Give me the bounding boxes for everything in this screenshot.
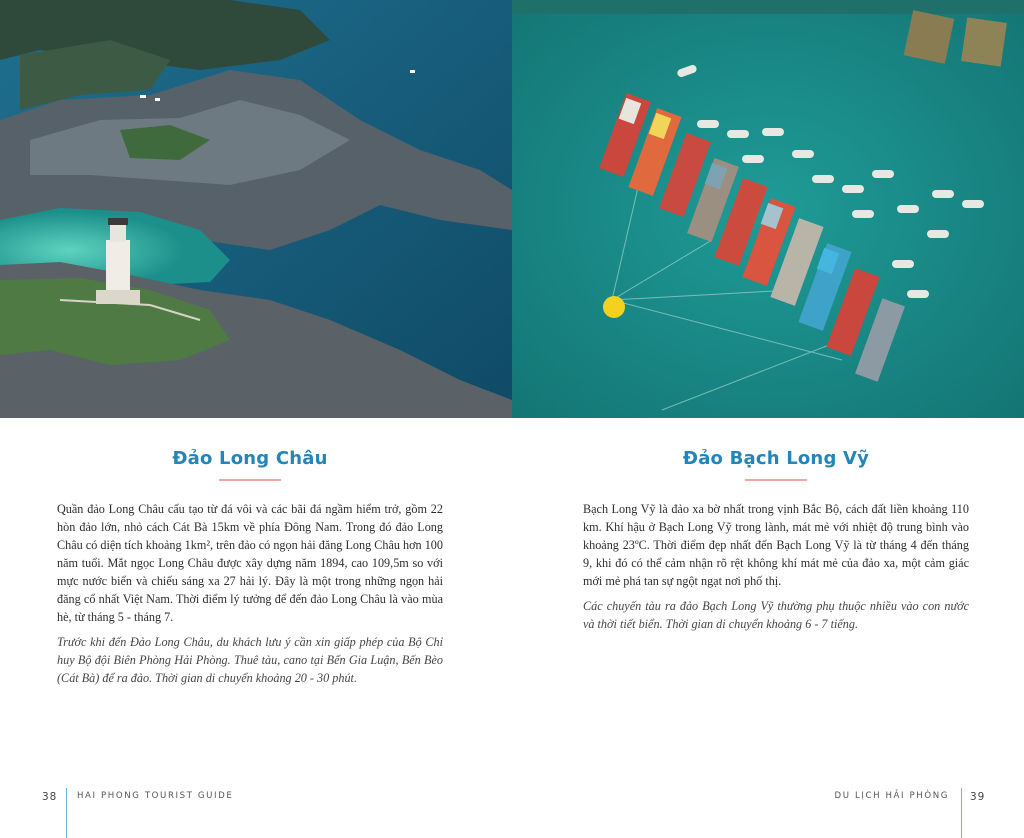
section-travel-note: Các chuyến tàu ra đảo Bạch Long Vỹ thường phụ thuộc nhiều vào con nước và thời tiết biển. Thời gian di chuyển khoảng 6 - 7 tiếng. [583,598,969,631]
photo-bach-long-vy-boats [512,0,1024,418]
page-number-left: 38 [42,791,58,803]
lighthouse-island-image [0,0,512,418]
running-head-left: HAI PHONG TOURIST GUIDE [77,791,234,801]
photo-long-chau-lighthouse [0,0,512,418]
section-title-bach-long-vy: Đảo Bạch Long Vỹ [682,448,870,469]
footer-rule-left [66,788,67,838]
section-title-long-chau: Đảo Long Châu [172,448,328,469]
title-divider [219,479,281,481]
running-head-right: DU LỊCH HẢI PHÒNG [834,791,949,801]
page-number-right: 39 [970,791,986,803]
section-long-chau [57,448,443,694]
section-paragraph: Quần đảo Long Châu cấu tạo từ đá vôi và các bãi đá ngầm hiểm trở, gồm 22 hòn đảo lớn, nhỏ cách Cát Bà 15km về phía Đông Nam. Trong đó đảo Long Châu có diện tích khoảng 1km², trên đảo có ngọn hải đăng Long Châu hơn 100 năm tuổi. Mắt ngọc Long Châu được xây dựng năm 1894, cao 109,5m so với mực nước biển và chiếu sáng xa 27 hải lý. Đây là một trong những ngọn hải đăng cổ nhất Việt Nam. Thời điểm lý tưởng để đến đảo Long Châu là vào mùa hè, từ tháng 5 - tháng 7. [57,501,443,624]
section-bach-long-vy [583,448,969,640]
section-travel-note: Trước khi đến Đảo Long Châu, du khách lưu ý cần xin giấp phép của Bộ Chỉ huy Bộ đội Biên Phòng Hải Phòng. Thuê tàu, cano tại Bến Gia Luận, Bến Bèo (Cát Bà) để ra đảo. Thời gian di chuyển khoảng 20 - 30 phút. [57,634,443,685]
section-paragraph: Bạch Long Vỹ là đảo xa bờ nhất trong vịnh Bắc Bộ, cách đất liền khoảng 110 km. Khí hậu ở Bạch Long Vỹ trong lành, mát mẻ với nhiệt độ trung bình vào khoảng 23ºC. Thời điểm đẹp nhất đến Bạch Long Vỹ là từ tháng 4 đến tháng 9, khi đó có thể cảm nhận rõ rệt không khí mát mẻ của đảo xa, một cảm giác mới mẻ phá tan sự ngột ngạt nơi phố thị. [583,501,969,588]
footer-rule-right [961,788,962,838]
title-divider [745,479,807,481]
fishing-boats-image [512,0,1024,418]
